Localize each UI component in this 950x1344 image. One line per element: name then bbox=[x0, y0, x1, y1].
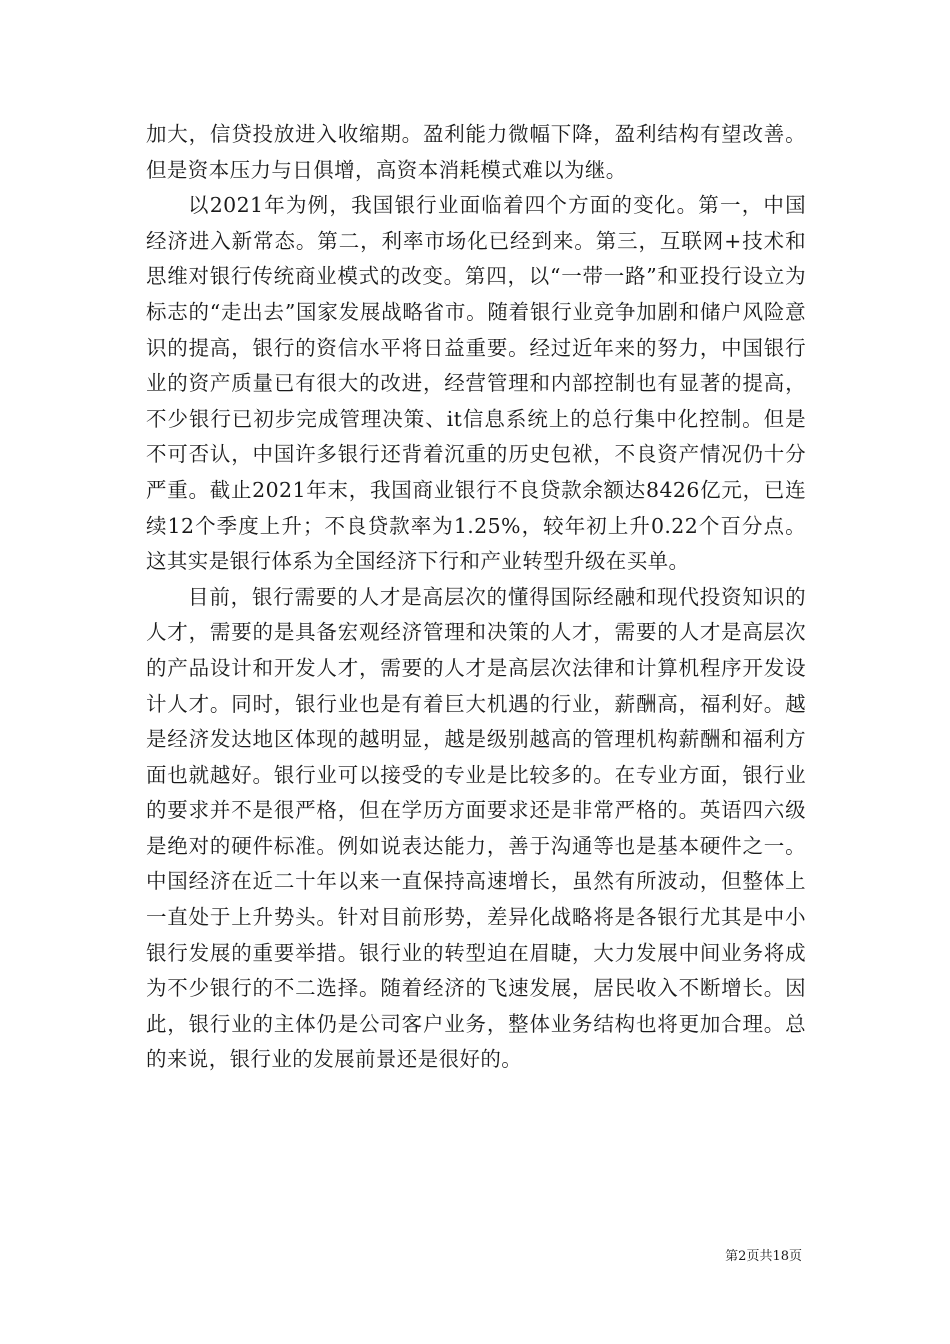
document-body bbox=[146, 117, 806, 1078]
paragraph-continuation: 加大，信贷投放进入收缩期。盈利能力微幅下降，盈利结构有望改善。但是资本压力与日俱增，高资本消耗模式难以为继。 bbox=[146, 122, 806, 182]
paragraph-talent-needs: 目前，银行需要的人才是高层次的懂得国际经融和现代投资知识的人才，需要的是具备宏观经济管理和决策的人才，需要的人才是高层次的产品设计和开发人才，需要的人才是高层次法律和计算机程序开发设计人才。同时，银行业也是有着巨大机遇的行业，薪酬高，福利好。越是经济发达地区体现的越明显，越是级别越高的管理机构薪酬和福利方面也就越好。银行业可以接受的专业是比较多的。在专业方面，银行业的要求并不是很严格，但在学历方面要求还是非常严格的。英语四六级是绝对的硬件标准。例如说表达能力，善于沟通等也是基本硬件之一。中国经济在近二十年以来一直保持高速增长，虽然有所波动，但整体上一直处于上升势头。针对目前形势，差异化战略将是各银行尤其是中小银行发展的重要举措。银行业的转型迫在眉睫，大力发展中间业务将成为不少银行的不二选择。随着经济的飞速发展，居民收入不断增长。因此，银行业的主体仍是公司客户业务，整体业务结构也将更加合理。总的来说，银行业的发展前景还是很好的。 bbox=[146, 584, 806, 1072]
paragraph-banking-changes: 以2021年为例，我国银行业面临着四个方面的变化。第一，中国经济进入新常态。第二，利率市场化已经到来。第三，互联网+技术和思维对银行传统商业模式的改变。第四，以“一带一路”和亚投行设立为标志的“走出去”国家发展战略省市。随着银行业竞争加剧和储户风险意识的提高，银行的资信水平将日益重要。经过近年来的努力，中国银行业的资产质量已有很大的改进，经营管理和内部控制也有显著的提高，不少银行已初步完成管理决策、it信息系统上的总行集中化控制。但是不可否认，中国许多银行还背着沉重的历史包袱，不良资产情况仍十分严重。截止2021年末，我国商业银行不良贷款余额达8426亿元，已连续12个季度上升；不良贷款率为1.25%，较年初上升0.22个百分点。这其实是银行体系为全国经济下行和产业转型升级在买单。 bbox=[146, 193, 806, 574]
page-number-footer: 第2页共18页 bbox=[725, 1249, 802, 1264]
